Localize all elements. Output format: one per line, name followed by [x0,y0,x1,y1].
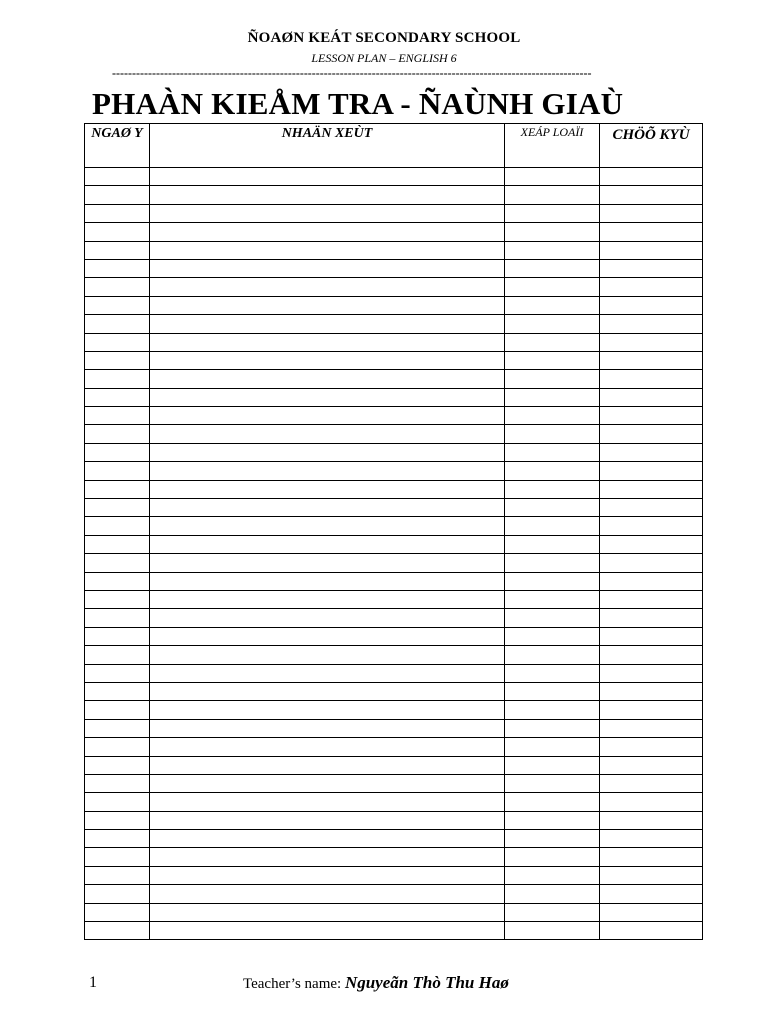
table-row [85,590,703,608]
rank-cell[interactable] [505,774,600,792]
date-cell[interactable] [85,499,150,517]
date-cell[interactable] [85,296,150,314]
comment-cell[interactable] [150,168,505,186]
rank-cell[interactable] [505,572,600,590]
date-cell[interactable] [85,223,150,241]
rank-cell[interactable] [505,627,600,645]
date-cell[interactable] [85,351,150,369]
rank-cell[interactable] [505,315,600,333]
table-row [85,499,703,517]
date-cell[interactable] [85,388,150,406]
table-row [85,903,703,921]
date-cell[interactable] [85,866,150,884]
signature-cell[interactable] [600,774,703,792]
rank-cell[interactable] [505,885,600,903]
rank-cell[interactable] [505,701,600,719]
table-row [85,701,703,719]
comment-cell[interactable] [150,885,505,903]
table-row [85,646,703,664]
rank-cell[interactable] [505,664,600,682]
comment-cell[interactable] [150,609,505,627]
page-number: 1 [89,974,97,991]
table-row [85,922,703,940]
signature-cell[interactable] [600,646,703,664]
table-row [85,848,703,866]
rank-cell[interactable] [505,719,600,737]
table-row [85,627,703,645]
table-row [85,719,703,737]
signature-cell[interactable] [600,168,703,186]
comment-cell[interactable] [150,627,505,645]
comment-cell[interactable] [150,480,505,498]
signature-cell[interactable] [600,296,703,314]
table-row [85,351,703,369]
date-cell[interactable] [85,793,150,811]
signature-cell[interactable] [600,866,703,884]
comment-cell[interactable] [150,738,505,756]
date-cell[interactable] [85,903,150,921]
date-cell[interactable] [85,719,150,737]
rank-cell[interactable] [505,517,600,535]
date-cell[interactable] [85,259,150,277]
comment-cell[interactable] [150,572,505,590]
comment-cell[interactable] [150,793,505,811]
comment-cell[interactable] [150,443,505,461]
signature-cell[interactable] [600,480,703,498]
signature-cell[interactable] [600,811,703,829]
rank-cell[interactable] [505,370,600,388]
date-cell[interactable] [85,885,150,903]
table-row [85,609,703,627]
table-row [85,370,703,388]
signature-cell[interactable] [600,204,703,222]
signature-cell[interactable] [600,830,703,848]
date-cell[interactable] [85,517,150,535]
signature-cell[interactable] [600,407,703,425]
teacher-name: Nguyeãn Thò Thu Haø [344,973,509,992]
rank-cell[interactable] [505,388,600,406]
date-cell[interactable] [85,407,150,425]
signature-cell[interactable] [600,903,703,921]
date-cell[interactable] [85,462,150,480]
table-row [85,186,703,204]
rank-cell[interactable] [505,646,600,664]
table-row [85,774,703,792]
signature-cell[interactable] [600,793,703,811]
date-cell[interactable] [85,425,150,443]
rank-cell[interactable] [505,425,600,443]
comment-cell[interactable] [150,315,505,333]
comment-cell[interactable] [150,682,505,700]
comment-cell[interactable] [150,590,505,608]
date-cell[interactable] [85,241,150,259]
table-row [85,480,703,498]
signature-cell[interactable] [600,315,703,333]
signature-cell[interactable] [600,241,703,259]
comment-cell[interactable] [150,425,505,443]
table-row [85,168,703,186]
signature-cell[interactable] [600,462,703,480]
rank-cell[interactable] [505,407,600,425]
teacher-label: Teacher’s name: [243,976,345,992]
table-body [85,168,703,940]
date-cell[interactable] [85,315,150,333]
column-header-comment: NHAÄN XEÙT [150,124,505,168]
page-title: PHAÀN KIEÅM TRA - ÑAÙNH GIAÙ [92,86,624,121]
comment-cell[interactable] [150,223,505,241]
comment-cell[interactable] [150,701,505,719]
signature-cell[interactable] [600,885,703,903]
signature-cell[interactable] [600,499,703,517]
rank-cell[interactable] [505,351,600,369]
signature-cell[interactable] [600,756,703,774]
date-cell[interactable] [85,370,150,388]
signature-cell[interactable] [600,664,703,682]
signature-cell[interactable] [600,535,703,553]
table-row [85,664,703,682]
comment-cell[interactable] [150,848,505,866]
rank-cell[interactable] [505,333,600,351]
comment-cell[interactable] [150,903,505,921]
rank-cell[interactable] [505,682,600,700]
comment-cell[interactable] [150,664,505,682]
rank-cell[interactable] [505,204,600,222]
date-cell[interactable] [85,186,150,204]
rank-cell[interactable] [505,848,600,866]
signature-cell[interactable] [600,922,703,940]
signature-cell[interactable] [600,223,703,241]
date-cell[interactable] [85,333,150,351]
date-cell[interactable] [85,278,150,296]
rank-cell[interactable] [505,866,600,884]
comment-cell[interactable] [150,866,505,884]
rank-cell[interactable] [505,535,600,553]
comment-cell[interactable] [150,351,505,369]
date-cell[interactable] [85,922,150,940]
rank-cell[interactable] [505,462,600,480]
table-row [85,682,703,700]
date-cell[interactable] [85,204,150,222]
evaluation-table [84,123,703,940]
comment-cell[interactable] [150,646,505,664]
comment-cell[interactable] [150,811,505,829]
column-header-date: NGAØ Y [85,124,150,168]
signature-cell[interactable] [600,572,703,590]
comment-cell[interactable] [150,296,505,314]
table-row [85,535,703,553]
date-cell[interactable] [85,168,150,186]
rank-cell[interactable] [505,480,600,498]
comment-cell[interactable] [150,186,505,204]
signature-cell[interactable] [600,278,703,296]
comment-cell[interactable] [150,830,505,848]
signature-cell[interactable] [600,425,703,443]
signature-cell[interactable] [600,259,703,277]
table-row [85,259,703,277]
rank-cell[interactable] [505,922,600,940]
table-row [85,738,703,756]
table-row [85,756,703,774]
table-row [85,793,703,811]
table-row [85,462,703,480]
table-header-row [85,124,703,168]
rank-cell[interactable] [505,830,600,848]
date-cell[interactable] [85,774,150,792]
teacher-line [243,973,509,993]
rank-cell[interactable] [505,296,600,314]
table-row [85,315,703,333]
comment-cell[interactable] [150,204,505,222]
signature-cell[interactable] [600,738,703,756]
date-cell[interactable] [85,646,150,664]
rank-cell[interactable] [505,223,600,241]
date-cell[interactable] [85,627,150,645]
rank-cell[interactable] [505,738,600,756]
table-row [85,278,703,296]
signature-cell[interactable] [600,590,703,608]
rank-cell[interactable] [505,554,600,572]
table-row [85,830,703,848]
signature-cell[interactable] [600,848,703,866]
signature-cell[interactable] [600,351,703,369]
date-cell[interactable] [85,848,150,866]
rank-cell[interactable] [505,756,600,774]
date-cell[interactable] [85,682,150,700]
comment-cell[interactable] [150,278,505,296]
signature-cell[interactable] [600,186,703,204]
comment-cell[interactable] [150,370,505,388]
date-cell[interactable] [85,535,150,553]
rank-cell[interactable] [505,903,600,921]
table-row [85,223,703,241]
signature-cell[interactable] [600,517,703,535]
rank-cell[interactable] [505,590,600,608]
comment-cell[interactable] [150,517,505,535]
rank-cell[interactable] [505,259,600,277]
comment-cell[interactable] [150,407,505,425]
signature-cell[interactable] [600,719,703,737]
table-row [85,866,703,884]
date-cell[interactable] [85,701,150,719]
signature-cell[interactable] [600,370,703,388]
dashed-divider: ------------------------------------------------------------------------------------------------------------------------ [112,66,592,80]
rank-cell[interactable] [505,168,600,186]
table-row [85,811,703,829]
comment-cell[interactable] [150,241,505,259]
date-cell[interactable] [85,609,150,627]
signature-cell[interactable] [600,333,703,351]
rank-cell[interactable] [505,278,600,296]
signature-cell[interactable] [600,554,703,572]
signature-cell[interactable] [600,627,703,645]
date-cell[interactable] [85,811,150,829]
comment-cell[interactable] [150,774,505,792]
table-row [85,885,703,903]
comment-cell[interactable] [150,922,505,940]
rank-cell[interactable] [505,609,600,627]
date-cell[interactable] [85,664,150,682]
lesson-plan-subtitle: LESSON PLAN – ENGLISH 6 [311,51,457,65]
date-cell[interactable] [85,572,150,590]
table-row [85,554,703,572]
comment-cell[interactable] [150,259,505,277]
signature-cell[interactable] [600,609,703,627]
signature-cell[interactable] [600,443,703,461]
date-cell[interactable] [85,830,150,848]
table-row [85,388,703,406]
table-row [85,204,703,222]
date-cell[interactable] [85,756,150,774]
date-cell[interactable] [85,480,150,498]
date-cell[interactable] [85,443,150,461]
signature-cell[interactable] [600,388,703,406]
school-name: ÑOAØN KEÁT SECONDARY SCHOOL [247,30,521,46]
comment-cell[interactable] [150,333,505,351]
column-header-rank: XEÁP LOAÏI [505,124,600,168]
comment-cell[interactable] [150,756,505,774]
column-header-signature: CHÖÕ KYÙ [600,124,703,168]
table-row [85,443,703,461]
table-row [85,333,703,351]
date-cell[interactable] [85,738,150,756]
rank-cell[interactable] [505,811,600,829]
signature-cell[interactable] [600,701,703,719]
comment-cell[interactable] [150,499,505,517]
rank-cell[interactable] [505,443,600,461]
date-cell[interactable] [85,554,150,572]
comment-cell[interactable] [150,462,505,480]
rank-cell[interactable] [505,499,600,517]
signature-cell[interactable] [600,682,703,700]
comment-cell[interactable] [150,719,505,737]
comment-cell[interactable] [150,554,505,572]
rank-cell[interactable] [505,793,600,811]
table-row [85,425,703,443]
date-cell[interactable] [85,590,150,608]
table-row [85,572,703,590]
table-row [85,517,703,535]
table-row [85,241,703,259]
table-row [85,407,703,425]
rank-cell[interactable] [505,241,600,259]
comment-cell[interactable] [150,388,505,406]
table-row [85,296,703,314]
comment-cell[interactable] [150,535,505,553]
rank-cell[interactable] [505,186,600,204]
